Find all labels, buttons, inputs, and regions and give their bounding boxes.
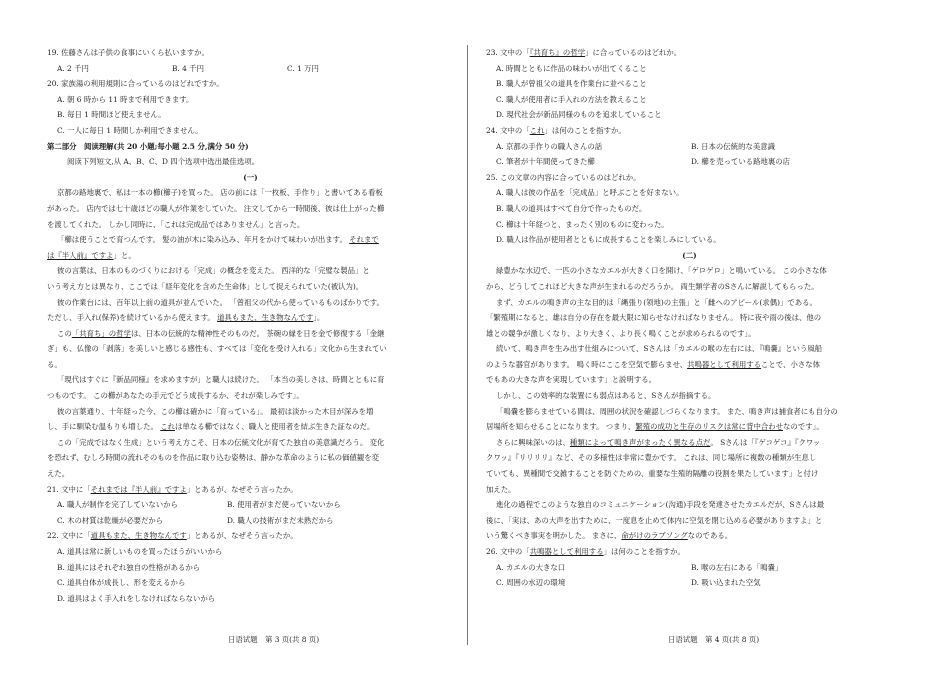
passage2-line: でもあの大きな声を実現しています」と説明する。 (486, 375, 656, 385)
text-run: し、手に馴染む温もりも増した。 (47, 422, 161, 432)
q24-options-row (486, 139, 893, 155)
q26-option-d: D. 吸い込まれた空気 (691, 578, 761, 588)
underlined-phrase: それまでは『半人前』ですよ (90, 484, 187, 494)
q24-option-d: D. 櫛を売っている路地裏の店 (691, 157, 791, 167)
q22-option-a: A. 道具は常に新しいものを買ったほうがいいから (57, 547, 223, 556)
q24-option-b: B. 日本の伝統的な美意識 (691, 141, 776, 151)
text-run: 22. 文中に「 (47, 531, 91, 541)
underlined-phrase-q26: 共鳴器として利用する (687, 359, 762, 369)
passage2-line: クワッ』『リリリリ』など、その多様性は非常に豊かです。 これは、同じ場所に複数の種類が生息し (486, 453, 817, 463)
q21-option-c: C. 木の材質は乾燥が必要だから (57, 515, 164, 525)
underlined-phrase: 種類によって鳴き声がまったく異なる点だ (569, 437, 711, 447)
underlined-phrase-q21: は『半人前』ですよ (47, 250, 114, 260)
left-column (47, 45, 454, 606)
passage1-line: つものです。 この櫛があなたの手元でどう成長するか、それが楽しみです」。 (47, 391, 304, 401)
passage2-line (486, 435, 893, 451)
passage2-line: 「繁殖期になると、雄は自分の存在を最大限に知らせなければなりません。 特に夜や雨の後は、他の (486, 313, 822, 323)
text-run: 」は何のことを指すか。 (544, 125, 626, 135)
passage1-line (47, 310, 454, 326)
passage1-line: 彼の言葉通り、十年経った今、この櫛は確かに「育っている」。 最初は淡かった木目が深みを増 (57, 406, 374, 416)
passage1-line: えた。 (47, 469, 70, 479)
q22-option-d: D. 道具はよく手入れをしなければならないから (57, 593, 216, 603)
text-run: 」とあるが、なぜそう言ったか。 (186, 531, 298, 541)
passage2-line: 「鳴嚢を膨らませている間は、周囲の状況を確認しづらくなります。 また、鳴き声は捕食者にも自分の (496, 406, 838, 416)
text-run: 26. 文中の「 (486, 547, 530, 556)
underlined-phrase-q21: それまで (349, 235, 379, 245)
passage1-line (47, 232, 454, 248)
q25-option-d: D. 職人は作品が使用者とともに成長することを楽しみにしている。 (496, 235, 721, 245)
q21-option-d: D. 職人の技術がまだ未熟だから (227, 515, 334, 525)
right-column (486, 45, 893, 591)
text-run: のような器官があります。 鳴く時にここを空気で膨らませ、 (486, 359, 688, 369)
underlined-phrase: 命がけのラブソング (621, 531, 688, 541)
text-run: 23. 文中の「 (486, 48, 530, 57)
passage1-line: を恐れず、むしろ時間の流れそのものを作品に取り込む姿勢は、静かな革命のように私の価値観を変 (47, 453, 379, 463)
passage2-line: しかし、この効率的な装置にも弱点はあると、Sさんが指摘する。 (496, 391, 716, 401)
page-footer-right: 日语试题 第 4 页(共 8 页) (668, 635, 760, 644)
passage2-line (486, 528, 893, 544)
q20-option-a: A. 朝 6 時から 11 時まで利用できます。 (57, 94, 194, 104)
underlined-phrase-q22: 道具もまた、生き物なんです (217, 313, 314, 323)
text-run: 21. 文中に「 (47, 484, 91, 494)
q21-option-a: A. 職人が制作を完了していないから (57, 500, 178, 510)
underlined-phrase: これ (529, 125, 545, 135)
text-run: 」。 (313, 313, 325, 323)
q24-option-c: C. 筆者が十年間使ってきた櫛 (496, 157, 595, 167)
text-run: 」とあるが、なぜそう言ったか。 (186, 484, 298, 494)
q21-options-row (47, 513, 454, 529)
q23-option-c: C. 職人が使用者に手入れの方法を教えること (496, 94, 647, 104)
q21-options-row (47, 497, 454, 513)
q23-option-d: D. 現代社会が新品同様のものを追求していること (496, 110, 662, 120)
q25-option-a: A. 職人は彼の作品を「完成品」と呼ぶことを好まない。 (496, 188, 684, 198)
passage1-line (47, 419, 454, 435)
underlined-phrase: 『共育ち』の哲学 (529, 48, 586, 57)
passage2-line: まず、カエルの鳴き声の主な目的は「縄張り(领地)の主張」と「雌へのアピール(求偶)」である。 (496, 297, 817, 307)
passage2-line: 続いて、鳴き声を生み出す仕組みについて、Sさんは「カエルの喉の左右には、『鳴嚢』という風船 (496, 344, 823, 354)
passage1-line: を渡してくれた。 しかし同時に、「これは完成品ではありません」と言った。 (47, 219, 305, 229)
passage1-line: があった。 店内では七十歳ほどの職人が作業をしていた。 注文してから一時間後、彼は仕上がった櫛 (47, 203, 385, 213)
text-run: この (57, 328, 72, 338)
underlined-phrase-q23: 「共育ち」の哲学 (71, 328, 131, 338)
text-run: なのです」。 (783, 422, 824, 432)
text-run: 」に合っているのはどれか。 (585, 48, 682, 57)
text-run: は単なる櫛ではなく、職人と使用者を結ぶ生きた証なのだ。 (175, 422, 375, 432)
q21-stem (47, 482, 454, 498)
passage2-line: 緑豊かな水辺で、一匹の小さなカエルが大きく口を開け、「ゲロゲロ」と鳴いている。 この小さな体 (496, 266, 827, 276)
passage2-line: 加えた。 (486, 484, 516, 494)
text-run: は、日本の伝統的な精神性そのものだ。 茶碗の縁を日を金で修復する「金継 (130, 328, 385, 338)
passage2-line (486, 357, 893, 373)
passage2-line (486, 419, 893, 435)
text-run: 。 Sさんは「『ゲコゲコ』『クワッ (710, 437, 821, 447)
section-instructions: 阅读下列短文,从 A、B、C、D 四个选项中选出最佳选项。 (67, 157, 259, 167)
text-run: さらに興味深いのは、 (496, 437, 570, 447)
underlined-phrase: 共鳴器として利用する (529, 547, 604, 556)
q24-stem (486, 123, 893, 139)
page-footer-left: 日语试题 第 3 页(共 8 页) (228, 635, 320, 644)
text-run: なのである。 (687, 531, 733, 541)
q26-option-c: C. 周囲の水辺の環境 (496, 578, 566, 588)
passage2-title: (二) (682, 250, 697, 260)
passage1-line: る。 (47, 359, 62, 369)
text-run: 」と。 (113, 250, 136, 260)
underlined-phrase-q24: これ (160, 422, 176, 432)
text-run: 24. 文中の「 (486, 125, 530, 135)
q25-stem: 25. この文章の内容に合っているのはどれか。 (486, 172, 641, 182)
passage1-line: 京都の路地裏で、私は一本の櫛(櫛子)を買った。 店の前には「一枚板、手作り」と書いてある看板 (57, 188, 383, 198)
q26-stem (486, 544, 893, 560)
passage1-line: この「完成ではなく生成」という考え方こそ、日本の伝統文化が育てた独自の美意識だろう。 変化 (57, 437, 385, 447)
passage2-line: ていても、異種間で交雑することを防ぐための、重要な生殖的隔離の役割を果たしています」と付け (486, 469, 819, 479)
q24-option-a: A. 京都の手作りの職人さんの話 (496, 141, 603, 151)
text-run: ただし、手入れ(保养)を続けているから使えます。 (47, 313, 218, 323)
q22-stem (47, 528, 454, 544)
underlined-phrase: 道具もまた、生き物なんです (90, 531, 187, 541)
passage1-line (47, 326, 454, 342)
q22-option-c: C. 道具自体が成長し、形を変えるから (57, 578, 186, 588)
q24-options-row (486, 154, 893, 170)
q20-option-c: C. 一人に毎日 1 時間しか利用できません。 (57, 125, 203, 135)
text-run: ことで、小さな体 (761, 359, 820, 369)
passage1-title: (一) (243, 172, 258, 182)
passage1-line (47, 248, 454, 264)
passage2-line: から、どうしてこれほど大きな声が生まれるのだろうか。 両生類学者のSさんに解説してもらった。 (486, 281, 819, 291)
q23-option-b: B. 職人が曾祖父の道具を作業台に並べること (496, 79, 647, 89)
passage1-line: 彼の言葉は、日本のものづくりにおける「完成」の概念を変えた。 西洋的な「完璧な製品」と (57, 266, 370, 276)
text-run: 」は何のことを指すか。 (603, 547, 685, 556)
text-run: 「櫛は使うことで育つんです。 髪の油が木に染み込み、年月をかけて味わいが出ます。 (57, 235, 350, 245)
q26-options-row (486, 560, 893, 576)
text-run: いう驚くべき事実を明かした。 まさに、 (486, 531, 622, 541)
q22-option-b: B. 道具にはそれぞれ独自の性格があるから (57, 562, 201, 572)
q23-option-a: A. 時間とともに作品の味わいが出てくること (496, 63, 647, 73)
underlined-phrase: 繁殖の成功と生存のリスクは常に背中合わせ (635, 422, 784, 432)
q20-option-b: B. 毎日 1 時間ほど使えません。 (57, 110, 166, 120)
passage2-line: 進化の過程でこのような独自のコミュニケーション(沟通)手段を発達させたカエルだが、Sさんは最 (496, 500, 825, 510)
q19-stem: 19. 佐藤さんは子供の食事にいくら払いますか。 (47, 48, 209, 57)
q26-options-row (486, 575, 893, 591)
q19-options (47, 61, 454, 77)
section-title: 第二部分 阅读理解(共 20 小题;每小题 2.5 分,满分 50 分) (47, 141, 249, 151)
q19-option-b: B. 4 千円 (172, 63, 204, 73)
q26-option-b: B. 喉の左右にある「鳴嚢」 (691, 562, 783, 572)
passage1-line: いう考え方とは異なり、ここでは「経年変化を含めた生命体」として捉えられていた(被认为)。 (47, 281, 364, 291)
q26-option-a: A. カエルの大きな口 (496, 562, 566, 572)
q19-option-a: A. 2 千円 (57, 63, 89, 73)
passage2-line: 後に、「実は、あの大声を出すために、一度息を止めて体内に空気を閉じ込める必要がありますよ」と (486, 515, 823, 525)
q23-stem (486, 45, 893, 61)
passage1-line: 「現代はすぐに『新品同様』を求めますが」と職人は続けた。 「本当の美しさは、時間とともに育 (57, 375, 385, 385)
q25-option-b: B. 職人の道具はすべて自分で作ったものだ。 (496, 203, 647, 213)
q21-option-b: B. 使用者がまだ使っていないから (227, 500, 341, 510)
text-run: 居場所を知らせることになります。 つまり、 (486, 422, 636, 432)
q25-option-c: C. 櫛は十年経つと、まったく別のものに変わった。 (496, 219, 669, 229)
passage2-line: 雄との競争が激しくなり、より大きく、より長く鳴くことが求められるのです」。 (486, 328, 756, 338)
q20-stem: 20. 家族湯の利用規則に合っているのはどれですか。 (47, 79, 224, 89)
column-divider (467, 45, 468, 645)
q19-option-c: C. 1 万円 (287, 63, 319, 73)
passage1-line: ぎ」も、仏像の「剥落」を美しいと感じる感性も、すべては「変化を受け入れる」文化から生まれてい (47, 344, 387, 354)
passage1-line: 彼の作業台には、百年以上前の道具が並んでいた。 「曾祖父の代から使っているものばかりです。 (57, 297, 384, 307)
